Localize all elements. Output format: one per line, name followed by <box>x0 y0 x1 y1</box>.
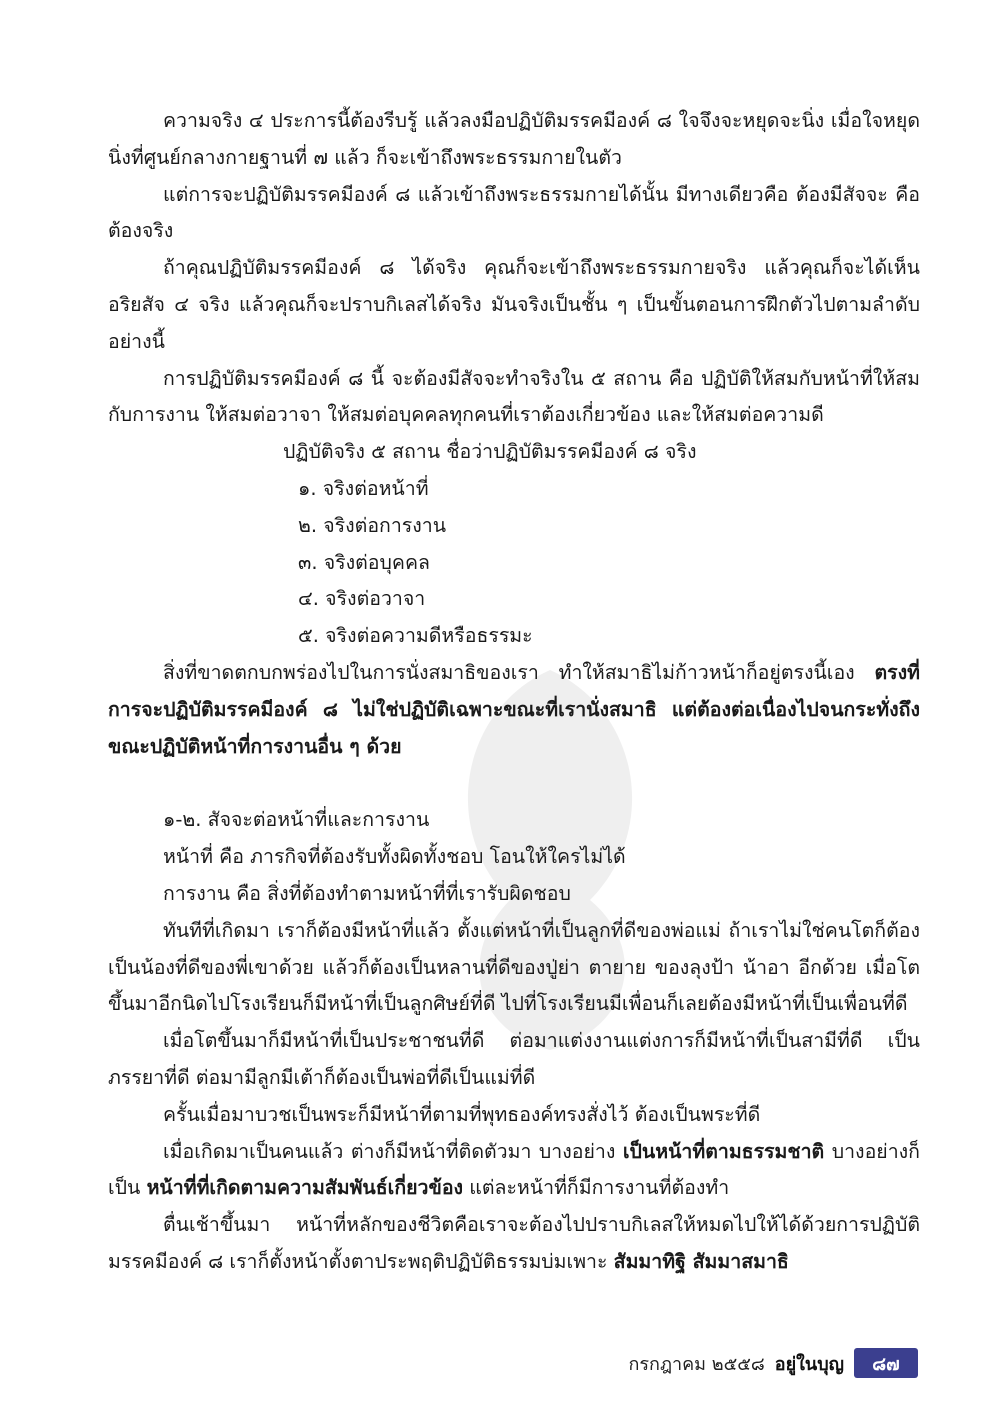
center-line: ปฏิบัติจริง ๕ สถาน ชื่อว่าปฏิบัติมรรคมีองค์ ๘ จริง <box>283 440 697 464</box>
paragraph: ถ้าคุณปฏิบัติมรรคมีองค์ ๘ ได้จริง คุณก็จะเข้าถึงพระธรรมกายจริง แล้วคุณก็จะได้เห็นอริยสัจ ๔ จริง แล้วคุณก็จะปราบกิเลสได้จริง มันจริงเป็นชั้น ๆ เป็นขั้นตอนการฝึกตัวไปตามลำดับอย่างนี้ <box>108 256 920 353</box>
paragraph-text: สิ่งที่ขาดตกบกพร่องไปในการนั่งสมาธิของเรา ทำให้สมาธิไม่ก้าวหน้าก็อยู่ตรงนี้เอง <box>163 660 875 684</box>
issue-date: กรกฎาคม ๒๕๕๘ <box>628 1353 765 1375</box>
list-item: ๓. จริงต่อบุคคล <box>298 550 430 574</box>
paragraph-text: แต่ละหน้าที่ก็มีการงานที่ต้องทำ <box>463 1176 730 1200</box>
paragraph-text: เมื่อเกิดมาเป็นคนแล้ว ต่างก็มีหน้าที่ติดตัวมา บางอย่าง <box>163 1139 623 1163</box>
paragraph-text: ตื่นเช้าขึ้นมา หน้าที่หลักของชีวิตคือเราจะต้องไปปราบกิเลสให้หมดไปให้ได้ด้วยการปฏิบัติมรรคมีองค์ ๘ เราก็ตั้งหน้าตั้งตาประพฤติปฏิบัติธรรมบ่มเพาะ <box>108 1213 920 1273</box>
paragraph: ทันทีที่เกิดมา เราก็ต้องมีหน้าที่แล้ว ตั้งแต่หน้าที่เป็นลูกที่ดีของพ่อแม่ ถ้าเราไม่ใช่คนโตก็ต้องเป็นน้องที่ดีของพี่เขาด้วย แล้วก็ต้องเป็นหลานที่ดีของปู่ย่า ตายาย ของลุงป้า น้าอา อีกด้วย เมื่อโตขึ้นมาอีกนิดไปโรงเรียนก็มีหน้าที่เป็นลูกศิษย์ที่ดี ไปที่โรงเรียนมีเพื่อนก็เลยต้องมีหน้าที่เป็นเพื่อนที่ดี <box>108 918 920 1016</box>
list-item: ๒. จริงต่อการงาน <box>298 513 447 537</box>
bold-emphasis: สัมมาทิฐิ สัมมาสมาธิ <box>613 1249 789 1273</box>
list-item: ๑. จริงต่อหน้าที่ <box>298 476 429 500</box>
article-body <box>108 103 920 1281</box>
paragraph-text: บางอย่างก็เป็น <box>108 1139 920 1200</box>
paragraph: ความจริง ๔ ประการนี้ต้องรีบรู้ แล้วลงมือปฏิบัติมรรคมีองค์ ๘ ใจจึงจะหยุดจะนิ่ง เมื่อใจหยุดนิ่งที่ศูนย์กลางกายฐานที่ ๗ แล้ว ก็จะเข้าถึงพระธรรมกายในตัว <box>108 109 920 169</box>
list-item: ๕. จริงต่อความดีหรือธรรมะ <box>298 624 533 648</box>
paragraph: แต่การจะปฏิบัติมรรคมีองค์ ๘ แล้วเข้าถึงพระธรรมกายได้นั้น มีทางเดียวคือ ต้องมีสัจจะ คือ ต้องจริง <box>108 182 920 243</box>
paragraph: ครั้นเมื่อมาบวชเป็นพระก็มีหน้าที่ตามที่พุทธองค์ทรงสั่งไว้ ต้องเป็นพระที่ดี <box>163 1102 761 1126</box>
truth-list <box>108 471 920 655</box>
paragraph <box>108 655 920 765</box>
definition: หน้าที่ คือ ภารกิจที่ต้องรับทั้งผิดทั้งชอบ โอนให้ใครไม่ได้ <box>163 845 626 869</box>
paragraph: การปฏิบัติมรรคมีองค์ ๘ นี้ จะต้องมีสัจจะทำจริงใน ๕ สถาน คือ ปฏิบัติให้สมกับหน้าที่ให้สมกับการงาน ให้สมต่อวาจา ให้สมต่อบุคคลทุกคนที่เราต้องเกี่ยวข้อง และให้สมต่อความดี <box>108 366 920 427</box>
definition: การงาน คือ สิ่งที่ต้องทำตามหน้าที่ที่เรารับผิดชอบ <box>163 881 571 905</box>
list-item: ๔. จริงต่อวาจา <box>298 587 426 611</box>
page-number: ๘๗ <box>854 1348 918 1378</box>
page-footer <box>628 1346 918 1380</box>
bold-emphasis: เป็นหน้าที่ตามธรรมชาติ <box>622 1139 825 1163</box>
paragraph <box>108 1134 920 1208</box>
paragraph: เมื่อโตขึ้นมาก็มีหน้าที่เป็นประชาชนที่ดี ต่อมาแต่งงานแต่งการก็มีหน้าที่เป็นสามีที่ดี เป็นภรรยาที่ดี ต่อมามีลูกมีเต้าก็ต้องเป็นพ่อที่ดีเป็นแม่ที่ดี <box>108 1029 920 1089</box>
section-heading: ๑-๒. สัจจะต่อหน้าที่และการงาน <box>163 808 430 832</box>
paragraph <box>108 1207 920 1281</box>
bold-emphasis: ตรงที่การจะปฏิบัติมรรคมีองค์ ๘ ไม่ใช่ปฏิบัติเฉพาะขณะที่เรานั่งสมาธิ แต่ต้องต่อเนื่องไปจนกระทั่งถึงขณะปฏิบัติหน้าที่การงานอื่น ๆ ด้วย <box>108 660 920 758</box>
bold-emphasis: หน้าที่ที่เกิดตามความสัมพันธ์เกี่ยวข้อง <box>146 1176 464 1200</box>
magazine-name: อยู่ในบุญ <box>774 1353 844 1375</box>
